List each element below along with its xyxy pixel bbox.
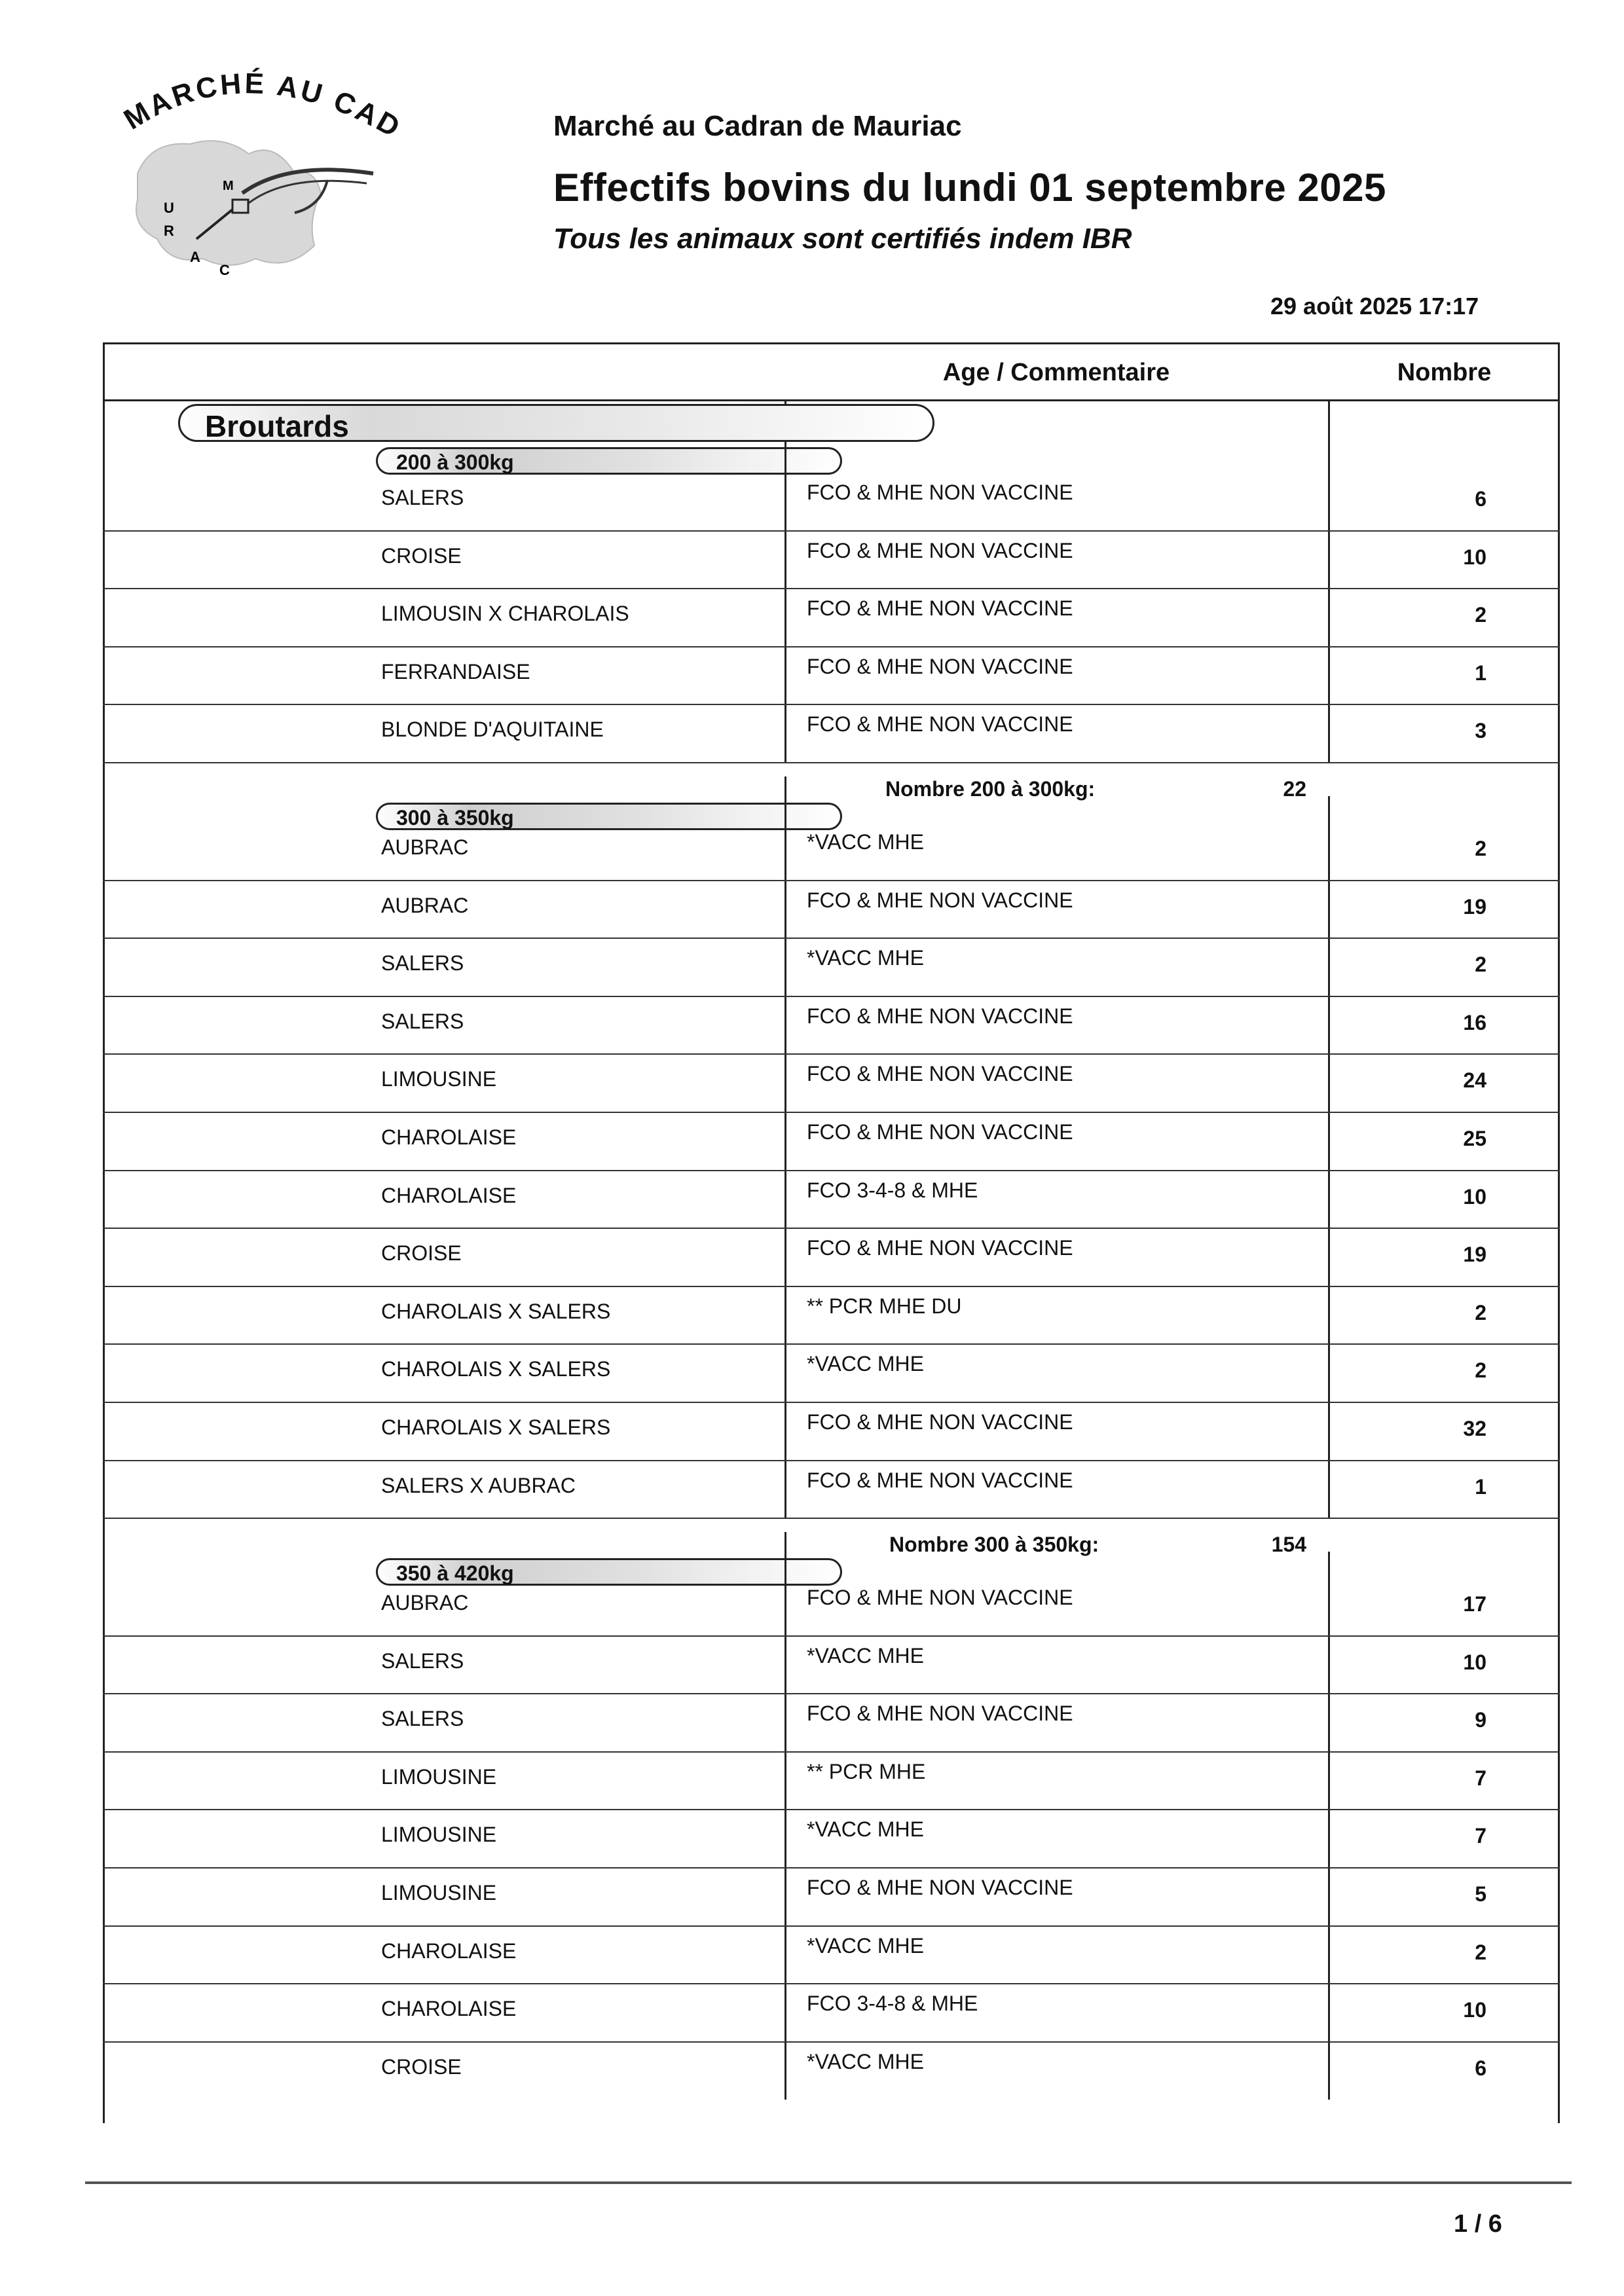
- count-cell: 25: [1463, 1127, 1486, 1150]
- row-divider: [103, 704, 1560, 705]
- column-divider: [1328, 1552, 1330, 2100]
- svg-text:R: R: [164, 223, 174, 239]
- comment-cell: FCO & MHE NON VACCINE: [807, 712, 1073, 737]
- logo-arc-text: MARCHÉ AU CAD: [118, 67, 406, 145]
- market-name: Marché au Cadran de Mauriac: [553, 110, 962, 142]
- count-cell: 2: [1475, 953, 1486, 977]
- row-divider: [103, 1170, 1560, 1171]
- count-cell: 24: [1463, 1068, 1486, 1093]
- comment-cell: FCO & MHE NON VACCINE: [807, 888, 1073, 912]
- row-divider: [103, 1867, 1560, 1868]
- comment-cell: *VACC MHE: [807, 2049, 924, 2073]
- section-total-label: Nombre 300 à 350kg:: [889, 1533, 1099, 1557]
- row-divider: [103, 2041, 1560, 2043]
- count-cell: 1: [1475, 661, 1486, 685]
- comment-cell: *VACC MHE: [807, 1352, 924, 1376]
- count-cell: 7: [1475, 1824, 1486, 1848]
- page-number: 1 / 6: [1454, 2210, 1502, 2238]
- race-cell: CROISE: [381, 543, 462, 568]
- race-cell: SALERS X AUBRAC: [381, 1473, 576, 1497]
- count-cell: 2: [1475, 603, 1486, 627]
- race-cell: CROISE: [381, 1241, 462, 1266]
- count-cell: 2: [1475, 1940, 1486, 1964]
- count-cell: 2: [1475, 837, 1486, 860]
- race-cell: CHAROLAISE: [381, 1939, 517, 1963]
- comment-cell: FCO & MHE NON VACCINE: [807, 1586, 1073, 1609]
- comment-cell: *VACC MHE: [807, 1933, 924, 1958]
- comment-cell: FCO 3-4-8 & MHE: [807, 1992, 978, 2016]
- race-cell: BLONDE D'AQUITAINE: [381, 718, 604, 742]
- weight-range-label: 300 à 350kg: [396, 806, 514, 829]
- count-cell: 10: [1463, 1184, 1486, 1209]
- row-divider: [103, 1518, 1560, 1519]
- column-header-age: Age / Commentaire: [942, 359, 1170, 386]
- comment-cell: FCO & MHE NON VACCINE: [807, 596, 1073, 621]
- count-cell: 2: [1475, 1358, 1486, 1383]
- count-cell: 6: [1475, 2056, 1486, 2080]
- count-cell: 3: [1475, 719, 1486, 743]
- comment-cell: *VACC MHE: [807, 1817, 924, 1842]
- svg-text:M: M: [223, 179, 234, 193]
- race-cell: AUBRAC: [381, 835, 469, 859]
- weight-range-pill: [376, 447, 842, 475]
- race-cell: SALERS: [381, 1707, 464, 1731]
- comment-cell: FCO & MHE NON VACCINE: [807, 481, 1073, 504]
- comment-cell: FCO & MHE NON VACCINE: [807, 1004, 1073, 1028]
- row-divider: [103, 1228, 1560, 1229]
- comment-cell: FCO 3-4-8 & MHE: [807, 1178, 978, 1202]
- row-divider: [103, 1343, 1560, 1345]
- race-cell: AUBRAC: [381, 893, 469, 917]
- footer-divider: [85, 2181, 1572, 2184]
- race-cell: CHAROLAISE: [381, 1183, 517, 1207]
- row-divider: [103, 1693, 1560, 1694]
- row-divider: [103, 1635, 1560, 1637]
- column-header-nombre: Nombre: [1397, 359, 1492, 386]
- row-divider: [103, 1983, 1560, 1984]
- count-cell: 1: [1475, 1474, 1486, 1499]
- market-logo: [98, 62, 406, 285]
- row-divider: [103, 996, 1560, 997]
- column-divider: [784, 1532, 786, 2100]
- column-divider: [1328, 401, 1330, 763]
- section-total-value: 154: [1271, 1533, 1306, 1557]
- race-cell: LIMOUSINE: [381, 1823, 497, 1847]
- section-total-label: Nombre 200 à 300kg:: [885, 777, 1096, 801]
- comment-cell: FCO & MHE NON VACCINE: [807, 1410, 1073, 1434]
- column-divider: [784, 776, 786, 1518]
- comment-cell: FCO & MHE NON VACCINE: [807, 1236, 1073, 1260]
- svg-text:A: A: [190, 249, 200, 265]
- row-divider: [103, 1053, 1560, 1055]
- weight-range-pill: [376, 803, 842, 830]
- race-cell: CHAROLAIS X SALERS: [381, 1299, 611, 1323]
- row-divider: [103, 530, 1560, 532]
- race-cell: CHAROLAISE: [381, 1997, 517, 2021]
- row-divider: [103, 588, 1560, 589]
- svg-text:MARCHÉ AU CADRAN: [98, 62, 406, 145]
- svg-text:U: U: [164, 200, 174, 216]
- section-total-value: 22: [1283, 777, 1306, 801]
- count-cell: 19: [1463, 1243, 1486, 1267]
- race-cell: LIMOUSINE: [381, 1764, 497, 1789]
- count-cell: 2: [1475, 1300, 1486, 1324]
- print-date: 29 août 2025 17:17: [1270, 293, 1479, 319]
- row-divider: [103, 1112, 1560, 1113]
- count-cell: 5: [1475, 1882, 1486, 1906]
- race-cell: LIMOUSINE: [381, 1067, 497, 1091]
- race-cell: FERRANDAISE: [381, 659, 530, 683]
- comment-cell: *VACC MHE: [807, 830, 924, 854]
- race-cell: SALERS: [381, 486, 464, 509]
- race-cell: SALERS: [381, 1009, 464, 1033]
- comment-cell: FCO & MHE NON VACCINE: [807, 538, 1073, 562]
- row-divider: [103, 880, 1560, 881]
- race-cell: AUBRAC: [381, 1591, 469, 1614]
- race-cell: CHAROLAIS X SALERS: [381, 1357, 611, 1381]
- count-cell: 10: [1463, 1650, 1486, 1674]
- category-label: Broutards: [205, 409, 349, 443]
- comment-cell: *VACC MHE: [807, 946, 924, 970]
- comment-cell: FCO & MHE NON VACCINE: [807, 1876, 1073, 1899]
- race-cell: SALERS: [381, 951, 464, 975]
- comment-cell: FCO & MHE NON VACCINE: [807, 1120, 1073, 1144]
- race-cell: LIMOUSINE: [381, 1881, 497, 1904]
- row-divider: [103, 1925, 1560, 1927]
- row-divider: [103, 1751, 1560, 1753]
- column-divider: [1328, 796, 1330, 1518]
- page-title: Effectifs bovins du lundi 01 septembre 2025: [553, 166, 1386, 210]
- race-cell: CHAROLAIS X SALERS: [381, 1415, 611, 1439]
- weight-range-label: 200 à 300kg: [396, 450, 514, 474]
- comment-cell: *VACC MHE: [807, 1643, 924, 1667]
- row-divider: [103, 1402, 1560, 1403]
- svg-text:C: C: [219, 262, 230, 278]
- race-cell: SALERS: [381, 1649, 464, 1673]
- count-cell: 9: [1475, 1708, 1486, 1732]
- race-cell: LIMOUSIN X CHAROLAIS: [381, 602, 629, 626]
- comment-cell: ** PCR MHE: [807, 1759, 926, 1783]
- row-divider: [103, 1809, 1560, 1810]
- count-cell: 10: [1463, 545, 1486, 569]
- count-cell: 7: [1475, 1766, 1486, 1790]
- count-cell: 16: [1463, 1010, 1486, 1034]
- race-cell: CHAROLAISE: [381, 1125, 517, 1149]
- row-divider: [103, 1286, 1560, 1287]
- comment-cell: ** PCR MHE DU: [807, 1294, 962, 1318]
- comment-cell: FCO & MHE NON VACCINE: [807, 1702, 1073, 1726]
- row-divider: [103, 762, 1560, 763]
- comment-cell: FCO & MHE NON VACCINE: [807, 1062, 1073, 1086]
- comment-cell: FCO & MHE NON VACCINE: [807, 1468, 1073, 1492]
- weight-range-pill: [376, 1558, 842, 1586]
- count-cell: 17: [1463, 1592, 1486, 1616]
- count-cell: 10: [1463, 1998, 1486, 2022]
- race-cell: CROISE: [381, 2054, 462, 2079]
- comment-cell: FCO & MHE NON VACCINE: [807, 654, 1073, 678]
- page-subtitle: Tous les animaux sont certifiés indem IBR: [553, 223, 1132, 255]
- row-divider: [103, 1460, 1560, 1461]
- count-cell: 32: [1463, 1417, 1486, 1440]
- count-cell: 19: [1463, 894, 1486, 919]
- row-divider: [103, 938, 1560, 939]
- column-divider: [784, 401, 786, 763]
- count-cell: 6: [1475, 487, 1486, 511]
- category-pill: [178, 404, 934, 442]
- weight-range-label: 350 à 420kg: [396, 1561, 514, 1585]
- row-divider: [103, 646, 1560, 647]
